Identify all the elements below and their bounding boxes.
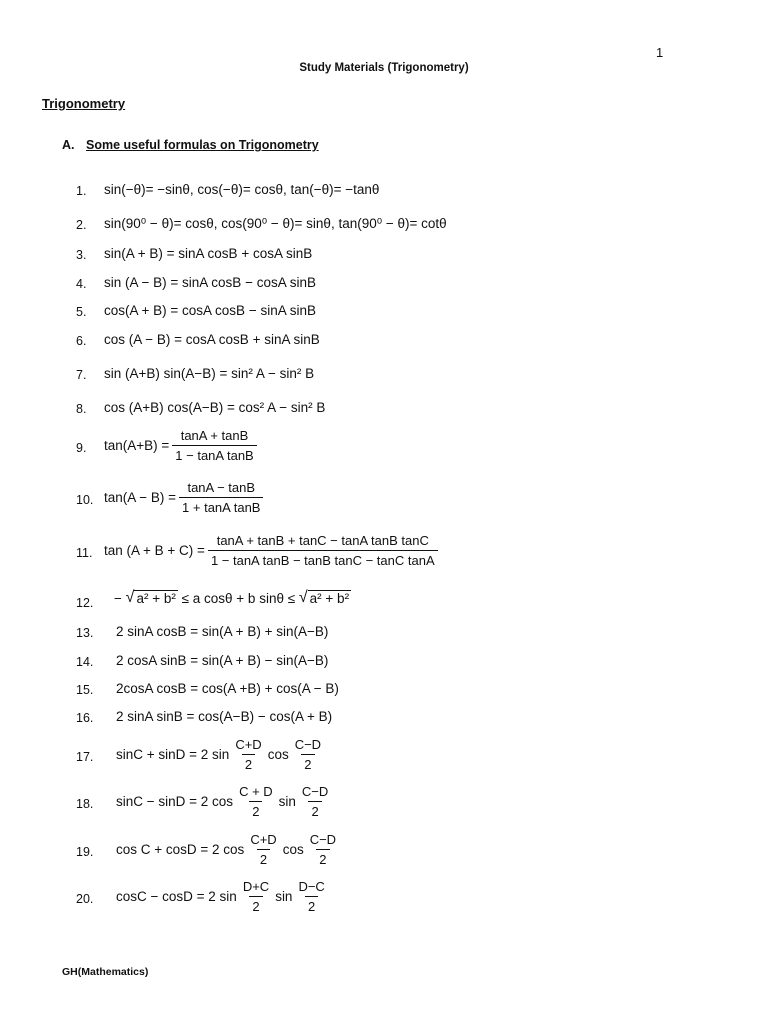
numerator: C−D (309, 832, 337, 847)
formula-9 (104, 428, 260, 463)
formula-lhs: tan(A+B) = (104, 438, 170, 453)
denominator: 2 (257, 849, 270, 867)
formula-10 (104, 480, 266, 515)
formula-number: 18. (76, 797, 94, 811)
formula-middle: ≤ a cosθ + b sinθ ≤ (181, 590, 296, 606)
section-title: Trigonometry (42, 96, 126, 111)
trig-function: sin (275, 889, 293, 904)
fraction (172, 428, 256, 463)
formula-11 (104, 533, 441, 568)
formula-12 (114, 590, 351, 606)
square-root (299, 590, 351, 606)
numerator: C−D (301, 784, 329, 799)
radicand: a² + b² (136, 591, 176, 606)
formula-number: 7. (76, 368, 87, 382)
formula-14: 2 cosA sinB = sin(A + B) − sin(A−B) (116, 653, 329, 668)
numerator: C + D (239, 784, 273, 799)
radical-icon: √ (298, 589, 308, 606)
formula-lhs: cosC − cosD = 2 sin (116, 889, 237, 904)
trig-function: sin (278, 794, 296, 809)
formula-17 (116, 737, 327, 772)
radicand: a² + b² (309, 591, 350, 606)
denominator: 2 (242, 754, 255, 772)
formula-number: 11. (76, 546, 93, 560)
trig-function: cos (267, 747, 289, 762)
fraction (295, 879, 327, 914)
formula-number: 9. (76, 441, 87, 455)
formula-number: 4. (76, 277, 87, 291)
subsection-title: Some useful formulas on Trigonometry (86, 138, 319, 152)
formula-number: 10. (76, 493, 94, 507)
formula-number: 14. (76, 655, 94, 669)
formula-4: sin (A − B) = sinA cosB − cosA sinB (104, 275, 316, 290)
formula-15: 2cosA cosB = cos(A +B) + cos(A − B) (116, 681, 339, 696)
formula-number: 6. (76, 334, 87, 348)
numerator: D+C (242, 879, 270, 894)
denominator: 1 − tanA tanB − tanB tanC − tanC tanA (208, 550, 438, 568)
denominator: 2 (249, 896, 262, 914)
formula-18 (116, 784, 334, 819)
formula-number: 16. (76, 711, 94, 725)
fraction (307, 832, 339, 867)
formula-number: 8. (76, 402, 87, 416)
formula-16: 2 sinA sinB = cos(A−B) − cos(A + B) (116, 709, 333, 724)
formula-number: 17. (76, 750, 94, 764)
formula-number: 12. (76, 596, 94, 610)
denominator: 2 (316, 849, 329, 867)
formula-lhs: tan(A − B) = (104, 490, 177, 505)
numerator: D−C (298, 879, 325, 894)
denominator: 2 (249, 801, 262, 819)
minus-sign: − (114, 590, 122, 606)
denominator: 2 (301, 754, 314, 772)
denominator: 2 (308, 801, 321, 819)
formula-lhs: sinC − sinD = 2 cos (116, 794, 234, 809)
formula-number: 2. (76, 218, 87, 232)
formula-lhs: tan (A + B + C) = (104, 543, 205, 558)
formula-7: sin (A+B) sin(A−B) = sin² A − sin² B (104, 366, 315, 381)
fraction (208, 533, 438, 568)
fraction (240, 879, 272, 914)
numerator: tanA − tanB (187, 480, 256, 495)
formula-20 (116, 879, 331, 914)
formula-3: sin(A + B) = sinA cosB + cosA sinB (104, 246, 313, 261)
formula-number: 13. (76, 626, 94, 640)
formula-13: 2 sinA cosB = sin(A + B) + sin(A−B) (116, 624, 329, 639)
denominator: 1 + tanA tanB (179, 497, 263, 515)
numerator: C+D (235, 737, 262, 752)
formula-lhs: cos C + cosD = 2 cos (116, 842, 245, 857)
page-header: Study Materials (Trigonometry) (299, 62, 469, 74)
formula-lhs: sinC + sinD = 2 sin (116, 747, 230, 762)
page-footer: GH(Mathematics) (62, 966, 149, 978)
formula-2: sin(90⁰ − θ)= cosθ, cos(90⁰ − θ)= sinθ, tan(90⁰ − θ)= cotθ (104, 216, 447, 231)
formula-5: cos(A + B) = cosA cosB − sinA sinB (104, 303, 316, 318)
fraction (247, 832, 279, 867)
formula-8: cos (A+B) cos(A−B) = cos² A − sin² B (104, 400, 326, 415)
formula-number: 20. (76, 892, 94, 906)
formula-number: 19. (76, 845, 94, 859)
formula-number: 5. (76, 305, 87, 319)
formula-number: 1. (76, 184, 87, 198)
trig-function: cos (282, 842, 304, 857)
formula-number: 3. (76, 248, 87, 262)
radical-icon: √ (125, 589, 135, 606)
numerator: tanA + tanB + tanC − tanA tanB tanC (216, 533, 429, 548)
fraction (292, 737, 324, 772)
denominator: 1 − tanA tanB (172, 445, 256, 463)
formula-6: cos (A − B) = cosA cosB + sinA sinB (104, 332, 320, 347)
numerator: tanA + tanB (180, 428, 249, 443)
formula-19 (116, 832, 342, 867)
formula-number: 15. (76, 683, 94, 697)
square-root (126, 590, 178, 606)
fraction (299, 784, 331, 819)
page-number: 1 (656, 45, 664, 60)
subsection-letter: A. (62, 138, 75, 152)
fraction (232, 737, 264, 772)
fraction (179, 480, 263, 515)
formula-1: sin(−θ)= −sinθ, cos(−θ)= cosθ, tan(−θ)= −tanθ (104, 182, 380, 197)
numerator: C−D (294, 737, 322, 752)
denominator: 2 (305, 896, 318, 914)
fraction (236, 784, 276, 819)
numerator: C+D (250, 832, 277, 847)
